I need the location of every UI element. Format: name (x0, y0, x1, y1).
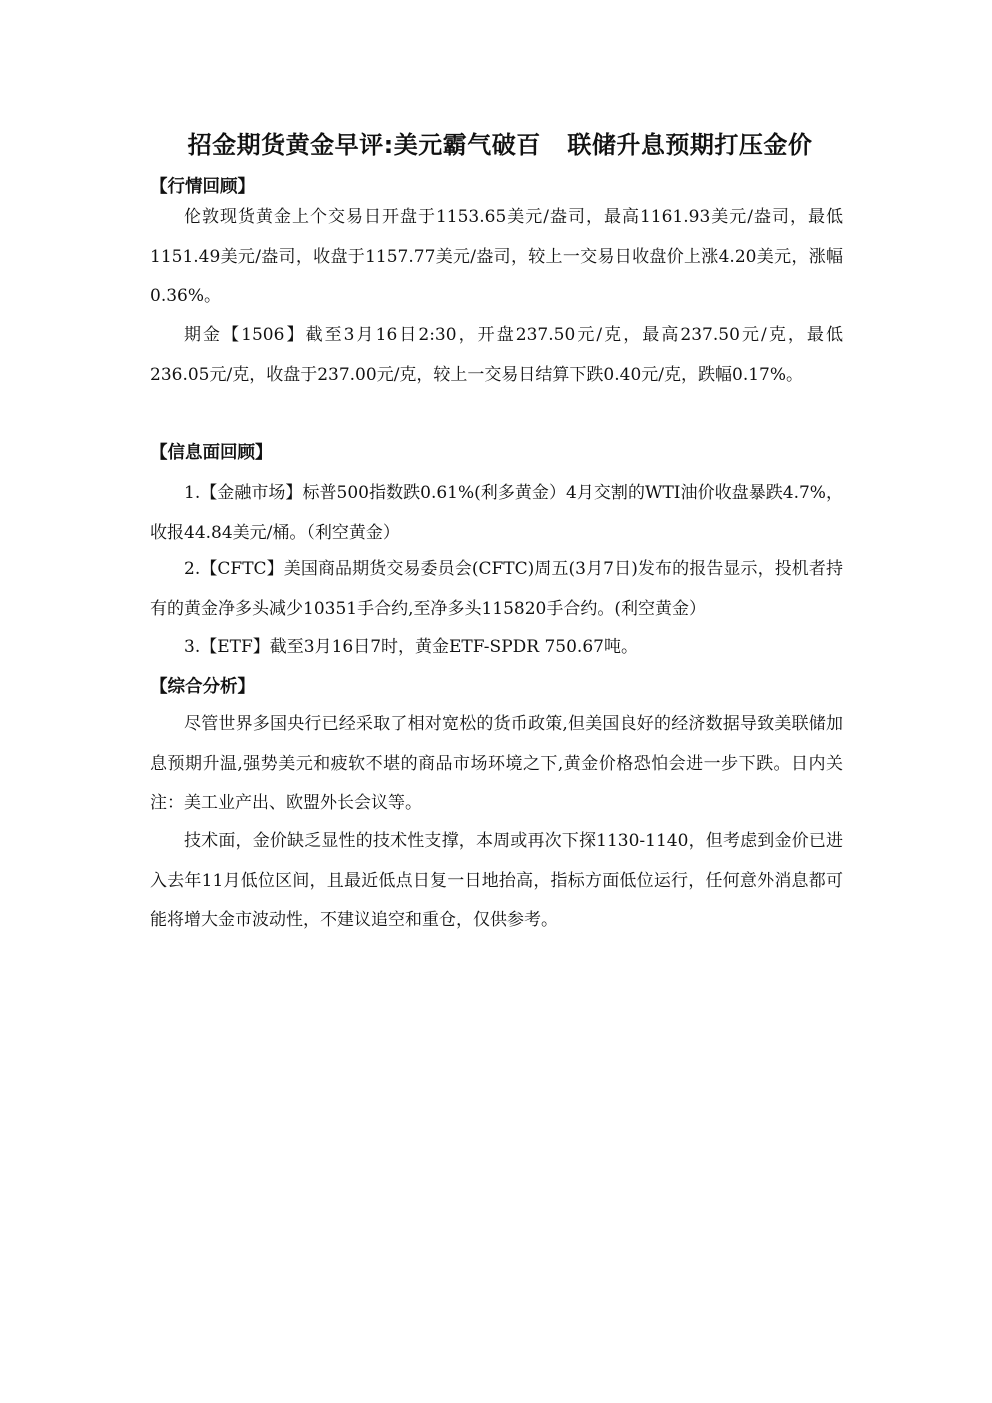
section-heading-news-review: 【信息面回顾】 (150, 443, 273, 463)
section-heading-analysis: 【综合分析】 (150, 677, 255, 697)
news-item-cftc: 2.【CFTC】美国商品期货交易委员会(CFTC)周五(3月7日)发布的报告显示，投机者持有的黄金净多头减少10351手合约,至净多头115820手合约。(利空黄金） (150, 559, 843, 619)
paragraph-london-spot-gold: 伦敦现货黄金上个交易日开盘于1153.65美元/盎司，最高1161.93美元/盎司，最低1151.49美元/盎司，收盘于1157.77美元/盎司，较上一交易日收盘价上涨4.20美元，涨幅0.36%。 (150, 207, 843, 306)
paragraph-analysis-overview: 尽管世界多国央行已经采取了相对宽松的货币政策,但美国良好的经济数据导致美联储加息预期升温,强势美元和疲软不堪的商品市场环境之下,黄金价格恐怕会进一步下跌。日内关注：美工业产出、欧盟外长会议等。 (150, 714, 843, 813)
paragraph-technical-analysis: 技术面，金价缺乏显性的技术性支撑，本周或再次下探1130-1140，但考虑到金价已进入去年11月低位区间，且最近低点日复一日地抬高，指标方面低位运行，任何意外消息都可能将增大金市波动性，不建议追空和重仓，仅供参考。 (150, 831, 843, 930)
document-title: 招金期货黄金早评:美元霸气破百 联储升息预期打压金价 (187, 131, 813, 159)
paragraph-gold-futures: 期金【1506】截至3月16日2:30，开盘237.50元/克，最高237.50元/克，最低236.05元/克，收盘于237.00元/克，较上一交易日结算下跌0.40元/克，跌幅0.17%。 (150, 325, 843, 385)
news-item-etf: 3.【ETF】截至3月16日7时，黄金ETF-SPDR 750.67吨。 (184, 637, 638, 657)
news-item-financial-market: 1.【金融市场】标普500指数跌0.61%(利多黄金）4月交割的WTI油价收盘暴跌4.7%，收报44.84美元/桶。（利空黄金） (150, 483, 843, 543)
section-heading-market-review: 【行情回顾】 (150, 177, 255, 197)
